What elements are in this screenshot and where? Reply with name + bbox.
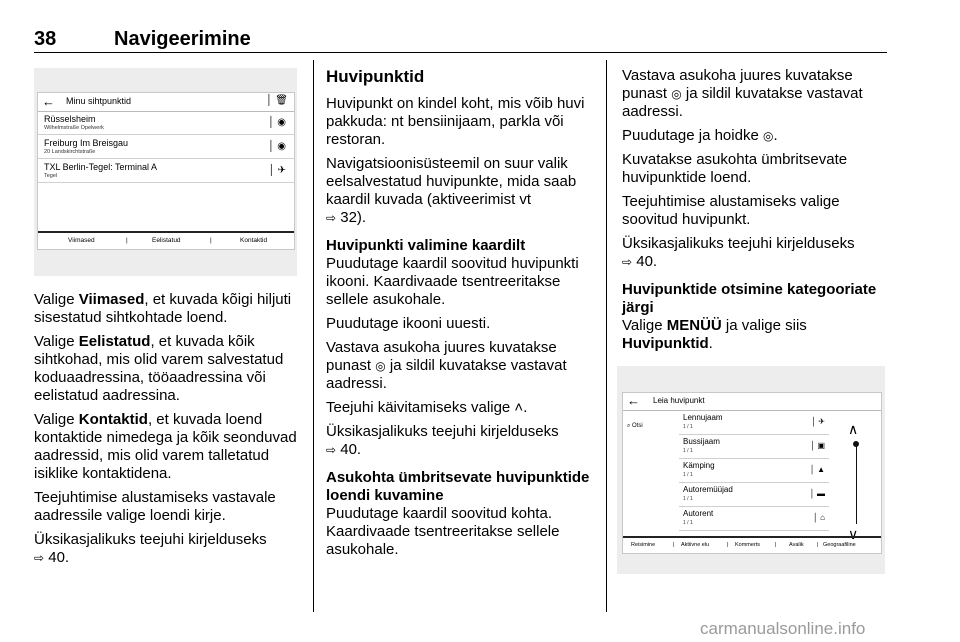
bus-icon: │ ▣ (810, 441, 825, 450)
find-poi-screenshot (617, 366, 885, 574)
text: , et kuvada kõik sihtkohad, mis olid varem salvestatud koduaadressina, tööaadressina või eelistatud aadressina. (34, 333, 284, 404)
tab-public: Avalik (789, 542, 804, 548)
column-2 (326, 67, 596, 565)
list-item-address: Tegel (44, 173, 58, 179)
paragraph: Teejuhtimise alustamiseks valige soovitud huvipunkt. (622, 193, 840, 228)
paragraph: Puudutage ikooni uuesti. (326, 315, 491, 332)
text: , et kuvada kõigi hiljuti sisestatud sihtkohtade loend. (34, 291, 292, 326)
tab-geographic: Geograafiline (823, 542, 856, 548)
list-item-count: 1 / 1 (683, 448, 693, 454)
reference-arrow-icon: ⇨ (326, 443, 337, 457)
tab-separator: | (817, 542, 819, 548)
page-number: 38 (34, 28, 57, 50)
screen-title-bar (38, 93, 294, 112)
screen-frame (622, 392, 882, 554)
airplane-icon: │ ✈︎ (268, 165, 286, 176)
paragraph (622, 317, 884, 353)
scrollbar-thumb (853, 441, 859, 447)
list-item-address: 20 Landskirchtstraße (44, 149, 96, 155)
pin-icon: ◎ (671, 87, 682, 101)
bold-term: Kontaktid (78, 411, 148, 428)
text: Teejuhi käivitamiseks valige (326, 399, 511, 416)
list-item (38, 112, 294, 135)
paragraph (326, 339, 596, 393)
screen-title-bar (623, 393, 881, 411)
pin-icon: │ ◉ (268, 141, 286, 152)
scrollbar-track (856, 444, 857, 524)
reference-arrow-icon: ⇨ (622, 255, 633, 269)
list-item-name: TXL Berlin-Tegel: Terminal A (44, 162, 158, 172)
trash-icon: │ 🗑︎ (266, 95, 288, 106)
list-item-address: Wilhelmstraße Opelwerk (44, 125, 104, 131)
tab-commercial: Kommerts (735, 542, 761, 548)
text: Vastava asukoha juures kuvatakse punast (622, 67, 853, 102)
tab-separator: | (727, 542, 729, 548)
paragraph (34, 411, 304, 483)
text: Üksikasjalikuks teejuhi kirjelduseks (34, 531, 267, 548)
list-item-name: Freiburg Im Breisgau (44, 138, 129, 148)
search-label: Otsi (632, 423, 643, 429)
car-key-icon: │ ⌂ (812, 513, 825, 522)
text: Valige (34, 291, 79, 308)
page-reference: 40. (48, 549, 70, 566)
chevron-down-icon: ∨ (848, 526, 859, 542)
list-item (38, 136, 294, 159)
paragraph: Kuvatakse asukohta ümbritsevate huvipunktide loend. (622, 151, 848, 186)
list-item (679, 507, 829, 531)
bold-term: Eelistatud (78, 333, 151, 350)
paragraph: Puudutage kaardil soovitud huvipunkti ikooni. Kaardivaade tsentreeritakse sellele asukohale. (326, 255, 579, 308)
subheading: Huvipunktide otsimine kategooriate järgi (622, 281, 877, 316)
bold-term: Viimased (78, 291, 145, 308)
my-destinations-screenshot (34, 68, 297, 276)
list-item-count: 1 / 1 (683, 424, 693, 430)
text: Vastava asukoha juures kuvatakse punast (326, 339, 557, 374)
column-divider (313, 60, 314, 612)
paragraph: Puudutage ja hoidke ◎. (622, 127, 778, 144)
text: Üksikasjalikuks teejuhi kirjelduseks (622, 235, 855, 252)
page-reference: 32). (340, 209, 367, 226)
list-item-count: 1 / 1 (683, 472, 693, 478)
list-item-count: 1 / 1 (683, 520, 693, 526)
tab-recent: Viimased (68, 237, 95, 244)
tab-bar (623, 536, 881, 553)
tab-separator: | (775, 542, 777, 548)
tab-bar (38, 231, 294, 249)
bold-term: MENÜÜ (666, 317, 722, 334)
list-item-name: Bussijaam (683, 437, 720, 446)
paragraph (326, 423, 596, 459)
search-field (627, 423, 643, 430)
tab-travel: Reisimine (631, 542, 656, 548)
list-item (679, 459, 829, 483)
text: , et kuvada loend kontaktide nimedega ja kõik seonduvad aadressid, mis olid varem talletatud isiklike kontaktidena. (34, 411, 297, 482)
chevron-up-icon: ∧ (848, 421, 859, 437)
text: Navigatsioonisüsteemil on suur valik eelsalvestatud huvipunkte, mida saab kaardil kuvada (aktiveerimist vt (326, 155, 577, 208)
text: ja sildil kuvatakse vastavat aadressi. (326, 357, 567, 392)
text: Valige (34, 411, 79, 428)
text: Valige (622, 317, 667, 334)
arrow-left-icon: ← (42, 94, 55, 109)
header-rule (34, 52, 887, 53)
pin-icon: ◎ (375, 359, 386, 373)
paragraph: Teejuhtimise alustamiseks vastavale aadressile valige loendi kirje. (34, 489, 276, 524)
reference-arrow-icon: ⇨ (34, 551, 45, 565)
text: ja valige siis (721, 317, 807, 334)
airplane-icon: │ ✈︎ (811, 417, 825, 426)
paragraph (622, 235, 884, 271)
subheading: Asukohta ümbritsevate huvipunktide loendi kuvamine (326, 469, 590, 504)
pin-icon: ◎ (762, 129, 774, 143)
text: Puudutage ja hoidke (622, 127, 759, 144)
text: Valige (34, 333, 79, 350)
screen-title: Leia huvipunkt (653, 396, 705, 405)
screen-frame (37, 92, 295, 250)
list-item-name: Autorent (683, 509, 714, 518)
search-icon: ⌕ (627, 423, 631, 429)
watermark: carmanualsonline.info (700, 619, 866, 638)
column-1 (34, 291, 304, 573)
paragraph: Puudutage kaardil soovitud kohta. Kaardivaade tsentreeritakse sellele asukohale. (326, 505, 560, 558)
tab-active-life: Aktiivne elu (681, 542, 710, 548)
reference-arrow-icon: ⇨ (326, 211, 337, 225)
list-item (679, 411, 829, 435)
tent-icon: │ ▲ (809, 465, 825, 474)
paragraph: Teejuhi käivitamiseks valige ˄. (326, 399, 528, 416)
paragraph: Huvipunkt on kindel koht, mis võib huvi pakkuda: nt bensiinijaam, parkla või restoran. (326, 95, 585, 148)
list-item-name: Lennujaam (683, 413, 723, 422)
list-item-count: 1 / 1 (683, 496, 693, 502)
section-heading: Huvipunktid (326, 67, 425, 86)
column-divider (606, 60, 607, 612)
tab-separator: | (210, 237, 212, 244)
paragraph (34, 291, 304, 327)
list-item (38, 160, 294, 183)
navigate-icon: ˄ (514, 399, 524, 416)
page-reference: 40. (636, 253, 658, 270)
paragraph (34, 333, 304, 405)
tab-separator: | (673, 542, 675, 548)
list-item (679, 483, 829, 507)
tab-separator: | (126, 237, 128, 244)
paragraph (326, 155, 596, 227)
car-icon: │ ▬ (809, 489, 825, 498)
page-reference: 40. (340, 441, 362, 458)
bold-term: Huvipunktid (622, 335, 709, 352)
list-item-name: Kämping (683, 461, 715, 470)
list-item-name: Autoremüüjad (683, 485, 733, 494)
page-title: Navigeerimine (114, 28, 251, 50)
screen-title: Minu sihtpunktid (66, 96, 132, 106)
list-item (679, 435, 829, 459)
text: . (708, 335, 713, 352)
tab-favorites: Eelistatud (152, 237, 181, 244)
pin-icon: │ ◉ (268, 117, 286, 128)
arrow-left-icon: ← (627, 393, 640, 408)
list-item-name: Rüsselsheim (44, 114, 96, 124)
paragraph (622, 67, 884, 121)
paragraph (34, 531, 304, 567)
text: ja sildil kuvatakse vastavat aadressi. (622, 85, 863, 120)
column-3 (622, 67, 884, 359)
subheading: Huvipunkti valimine kaardilt (326, 237, 526, 254)
tab-contacts: Kontaktid (240, 237, 268, 244)
text: Üksikasjalikuks teejuhi kirjelduseks (326, 423, 559, 440)
